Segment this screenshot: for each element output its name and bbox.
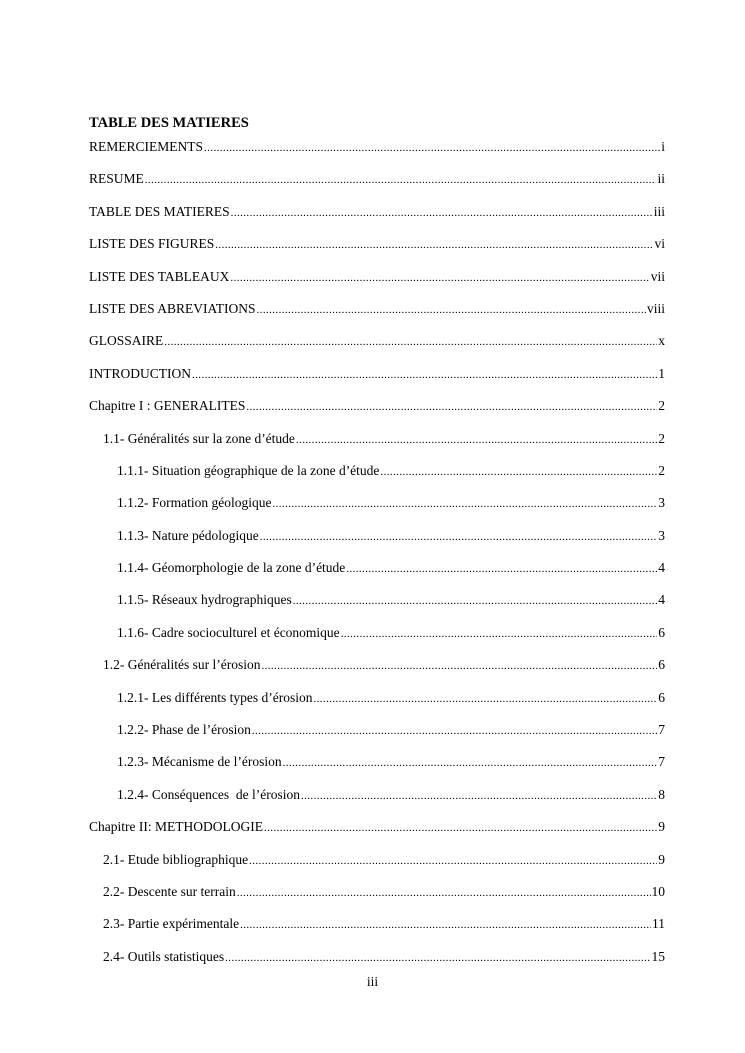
toc-entry[interactable] bbox=[89, 624, 665, 656]
dot-leader bbox=[231, 204, 653, 222]
dot-leader bbox=[341, 625, 658, 643]
toc-entry-page: 7 bbox=[658, 754, 665, 770]
dot-leader bbox=[204, 139, 660, 157]
toc-entry-label: Chapitre II: METHODOLOGIE bbox=[89, 819, 263, 835]
toc-entry-label: 1.2.4- Conséquences de l’érosion bbox=[117, 786, 300, 802]
toc-entry-page: 3 bbox=[658, 527, 665, 543]
toc-entry-page: 6 bbox=[658, 657, 665, 673]
toc-entry-page: vii bbox=[650, 268, 665, 284]
toc-entry-page: 9 bbox=[658, 851, 665, 867]
toc-entry[interactable] bbox=[89, 851, 665, 883]
dot-leader bbox=[145, 171, 657, 189]
toc-entry[interactable] bbox=[89, 527, 665, 559]
toc-entry-label: 1.1.4- Géomorphologie de la zone d’étude bbox=[117, 560, 346, 576]
toc-entry[interactable] bbox=[89, 170, 665, 202]
dot-leader bbox=[272, 495, 657, 513]
toc-entry-page: 9 bbox=[658, 819, 665, 835]
toc-entry[interactable] bbox=[89, 786, 665, 818]
toc-entry[interactable] bbox=[89, 203, 665, 235]
dot-leader bbox=[192, 366, 657, 384]
toc-entry[interactable] bbox=[89, 559, 665, 591]
toc-entry-page: 8 bbox=[658, 786, 665, 802]
toc-entry-label: 1.1.5- Réseaux hydrographiques bbox=[117, 592, 292, 608]
toc-entry-label: 1.2- Généralités sur l’érosion bbox=[103, 657, 261, 673]
toc-entry[interactable] bbox=[89, 494, 665, 526]
dot-leader bbox=[313, 690, 657, 708]
dot-leader bbox=[296, 431, 657, 449]
page-title: TABLE DES MATIERES bbox=[89, 115, 249, 131]
toc-entry[interactable] bbox=[89, 915, 665, 947]
toc-entry-label: 1.1.1- Situation géographique de la zone d’étude bbox=[117, 462, 380, 478]
dot-leader bbox=[230, 269, 649, 287]
toc-entry-label: GLOSSAIRE bbox=[89, 333, 164, 349]
toc-entry-label: 1.1- Généralités sur la zone d’étude bbox=[103, 430, 295, 446]
toc-entry[interactable] bbox=[89, 332, 665, 364]
dot-leader bbox=[301, 787, 657, 805]
dot-leader bbox=[164, 333, 657, 351]
toc-entry-label: 1.2.2- Phase de l’érosion bbox=[117, 722, 251, 738]
toc-entry[interactable] bbox=[89, 753, 665, 785]
toc-entry-label: Chapitre I : GENERALITES bbox=[89, 398, 246, 414]
toc-entry-page: vi bbox=[654, 236, 665, 252]
toc-entry[interactable] bbox=[89, 462, 665, 494]
toc-entry-page: 2 bbox=[658, 398, 665, 414]
toc-entry-label: 2.3- Partie expérimentale bbox=[103, 916, 240, 932]
table-of-contents bbox=[89, 138, 665, 980]
toc-entry[interactable] bbox=[89, 689, 665, 721]
toc-entry-page: 6 bbox=[658, 689, 665, 705]
dot-leader bbox=[240, 916, 651, 934]
toc-entry-page: viii bbox=[646, 300, 665, 316]
toc-entry-page: iii bbox=[653, 203, 665, 219]
toc-entry-page: x bbox=[658, 333, 665, 349]
dot-leader bbox=[257, 301, 646, 319]
toc-entry[interactable] bbox=[89, 268, 665, 300]
dot-leader bbox=[261, 657, 657, 675]
toc-entry-page: 2 bbox=[658, 430, 665, 446]
dot-leader bbox=[346, 560, 657, 578]
dot-leader bbox=[225, 949, 650, 967]
toc-entry-label: 1.1.6- Cadre socioculturel et économique bbox=[117, 624, 340, 640]
dot-leader bbox=[283, 754, 658, 772]
toc-entry-label: LISTE DES ABREVIATIONS bbox=[89, 300, 256, 316]
toc-entry-label: LISTE DES FIGURES bbox=[89, 236, 215, 252]
toc-entry[interactable] bbox=[89, 430, 665, 462]
toc-entry[interactable] bbox=[89, 138, 665, 170]
toc-entry[interactable] bbox=[89, 365, 665, 397]
toc-entry-page: 1 bbox=[658, 365, 665, 381]
toc-entry-label: 2.1- Etude bibliographique bbox=[103, 851, 249, 867]
dot-leader bbox=[260, 528, 658, 546]
toc-entry-label: 1.1.2- Formation géologique bbox=[117, 495, 272, 511]
toc-entry-label: LISTE DES TABLEAUX bbox=[89, 268, 230, 284]
toc-entry-page: 4 bbox=[658, 560, 665, 576]
toc-entry-label: 2.2- Descente sur terrain bbox=[103, 883, 236, 899]
toc-entry-page: 10 bbox=[651, 883, 665, 899]
dot-leader bbox=[249, 852, 657, 870]
toc-entry-page: 15 bbox=[651, 948, 665, 964]
toc-entry-label: 1.2.3- Mécanisme de l’érosion bbox=[117, 754, 282, 770]
dot-leader bbox=[246, 398, 657, 416]
page-number: iii bbox=[366, 974, 379, 989]
toc-entry[interactable] bbox=[89, 818, 665, 850]
dot-leader bbox=[380, 463, 657, 481]
toc-entry-label: 1.2.1- Les différents types d’érosion bbox=[117, 689, 313, 705]
toc-entry-page: i bbox=[661, 139, 665, 154]
toc-entry[interactable] bbox=[89, 721, 665, 753]
toc-entry-label: RESUME bbox=[89, 171, 144, 187]
toc-entry-label: TABLE DES MATIERES bbox=[89, 203, 230, 219]
toc-entry-page: 6 bbox=[658, 624, 665, 640]
toc-entry-label: 1.1.3- Nature pédologique bbox=[117, 527, 259, 543]
toc-entry-page: 4 bbox=[658, 592, 665, 608]
toc-entry[interactable] bbox=[89, 300, 665, 332]
dot-leader bbox=[264, 819, 657, 837]
dot-leader bbox=[215, 236, 653, 254]
toc-entry[interactable] bbox=[89, 397, 665, 429]
toc-entry-page: 3 bbox=[658, 495, 665, 511]
toc-entry[interactable] bbox=[89, 235, 665, 267]
toc-entry-label: INTRODUCTION bbox=[89, 365, 191, 381]
toc-entry-label: 2.4- Outils statistiques bbox=[103, 948, 225, 964]
toc-entry[interactable] bbox=[89, 591, 665, 623]
toc-entry-label: REMERCIEMENTS bbox=[89, 139, 204, 154]
toc-entry[interactable] bbox=[89, 656, 665, 688]
dot-leader bbox=[293, 592, 658, 610]
toc-entry[interactable] bbox=[89, 883, 665, 915]
toc-entry-page: 11 bbox=[652, 916, 665, 932]
dot-leader bbox=[237, 884, 651, 902]
dot-leader bbox=[252, 722, 657, 740]
toc-entry-page: ii bbox=[657, 171, 665, 187]
toc-entry-page: 2 bbox=[658, 462, 665, 478]
toc-entry-page: 7 bbox=[658, 722, 665, 738]
